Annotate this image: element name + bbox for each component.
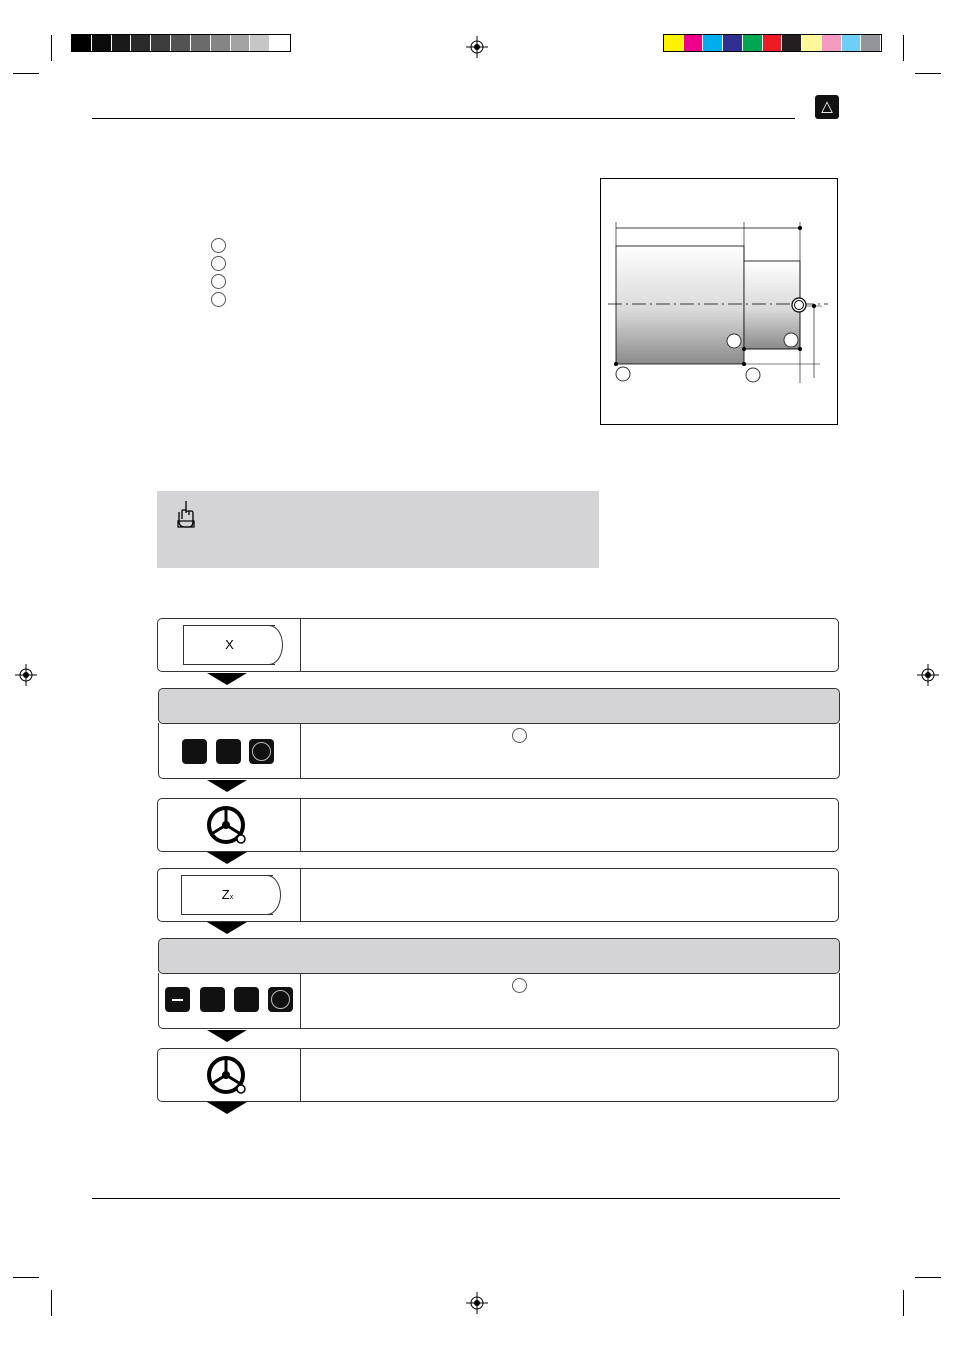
registration-mark-icon — [466, 1292, 488, 1314]
flow-arrow-icon — [207, 1102, 247, 1114]
color-swatch — [782, 35, 801, 51]
enter-key[interactable] — [249, 739, 274, 764]
color-swatch — [861, 35, 880, 51]
step-softkey-x — [157, 618, 839, 672]
marker-circle — [211, 238, 226, 253]
color-swatch — [270, 35, 289, 51]
minus-key[interactable] — [165, 987, 190, 1012]
grayscale-color-bar — [71, 34, 291, 52]
color-swatch — [723, 35, 742, 51]
color-swatch — [151, 35, 170, 51]
crop-mark — [13, 1277, 39, 1278]
numeric-key[interactable] — [234, 987, 259, 1012]
color-swatch — [171, 35, 190, 51]
flow-arrow-icon — [207, 852, 247, 864]
step-divider — [300, 869, 301, 921]
numeric-key[interactable] — [182, 739, 207, 764]
x-softkey[interactable]: X — [183, 625, 275, 665]
color-swatch — [231, 35, 250, 51]
note-box — [157, 491, 599, 568]
color-swatch — [703, 35, 722, 51]
step-heading-bar — [158, 938, 840, 974]
color-swatch — [92, 35, 111, 51]
step-divider — [300, 799, 301, 851]
step-softkey-zx — [157, 868, 839, 922]
marker-circle — [211, 292, 226, 307]
enter-key[interactable] — [268, 987, 293, 1012]
crop-mark — [51, 35, 52, 61]
pointing-hand-icon — [175, 499, 197, 529]
step-handwheel — [157, 1048, 839, 1102]
numeric-key[interactable] — [216, 739, 241, 764]
step-divider — [300, 973, 301, 1028]
color-swatch — [250, 35, 269, 51]
step-divider — [300, 723, 301, 778]
marker-circle — [211, 274, 226, 289]
triangle-warning-icon: △ — [815, 95, 839, 119]
crop-mark — [51, 1290, 52, 1316]
flow-arrow-icon — [207, 780, 247, 792]
color-swatch — [822, 35, 841, 51]
crop-mark — [903, 1290, 904, 1316]
marker-circle — [211, 256, 226, 271]
color-swatch — [72, 35, 91, 51]
registration-mark-icon — [15, 664, 37, 686]
color-swatch — [743, 35, 762, 51]
step-handwheel — [157, 798, 839, 852]
marker-circle — [512, 728, 527, 743]
step-enter-value — [158, 723, 840, 779]
flow-arrow-icon — [207, 1030, 247, 1042]
color-swatch — [131, 35, 150, 51]
color-swatch — [664, 35, 683, 51]
header-rule — [92, 118, 795, 119]
step-heading-bar — [158, 688, 840, 724]
color-swatch — [112, 35, 131, 51]
color-swatch — [211, 35, 230, 51]
crop-mark — [915, 1277, 941, 1278]
color-swatch — [763, 35, 782, 51]
step-divider — [300, 1049, 301, 1101]
handwheel-icon — [206, 1055, 248, 1097]
crop-mark — [13, 73, 39, 74]
registration-mark-icon — [917, 664, 939, 686]
color-swatch — [684, 35, 703, 51]
color-swatch — [191, 35, 210, 51]
numeric-key[interactable] — [200, 987, 225, 1012]
zx-softkey[interactable]: Zx — [181, 875, 273, 915]
step-divider — [300, 619, 301, 671]
step-enter-negative-value — [158, 973, 840, 1029]
workpiece-large-diameter — [616, 246, 744, 364]
color-swatch — [842, 35, 861, 51]
registration-mark-icon — [466, 36, 488, 58]
footer-rule — [92, 1198, 840, 1199]
handwheel-icon — [206, 805, 248, 847]
marker-circle — [512, 978, 527, 993]
flow-arrow-icon — [207, 922, 247, 934]
workpiece-drawing — [600, 178, 838, 425]
flow-arrow-icon — [207, 673, 247, 685]
color-swatch — [802, 35, 821, 51]
process-color-bar — [663, 34, 882, 52]
crop-mark — [903, 35, 904, 61]
crop-mark — [915, 73, 941, 74]
